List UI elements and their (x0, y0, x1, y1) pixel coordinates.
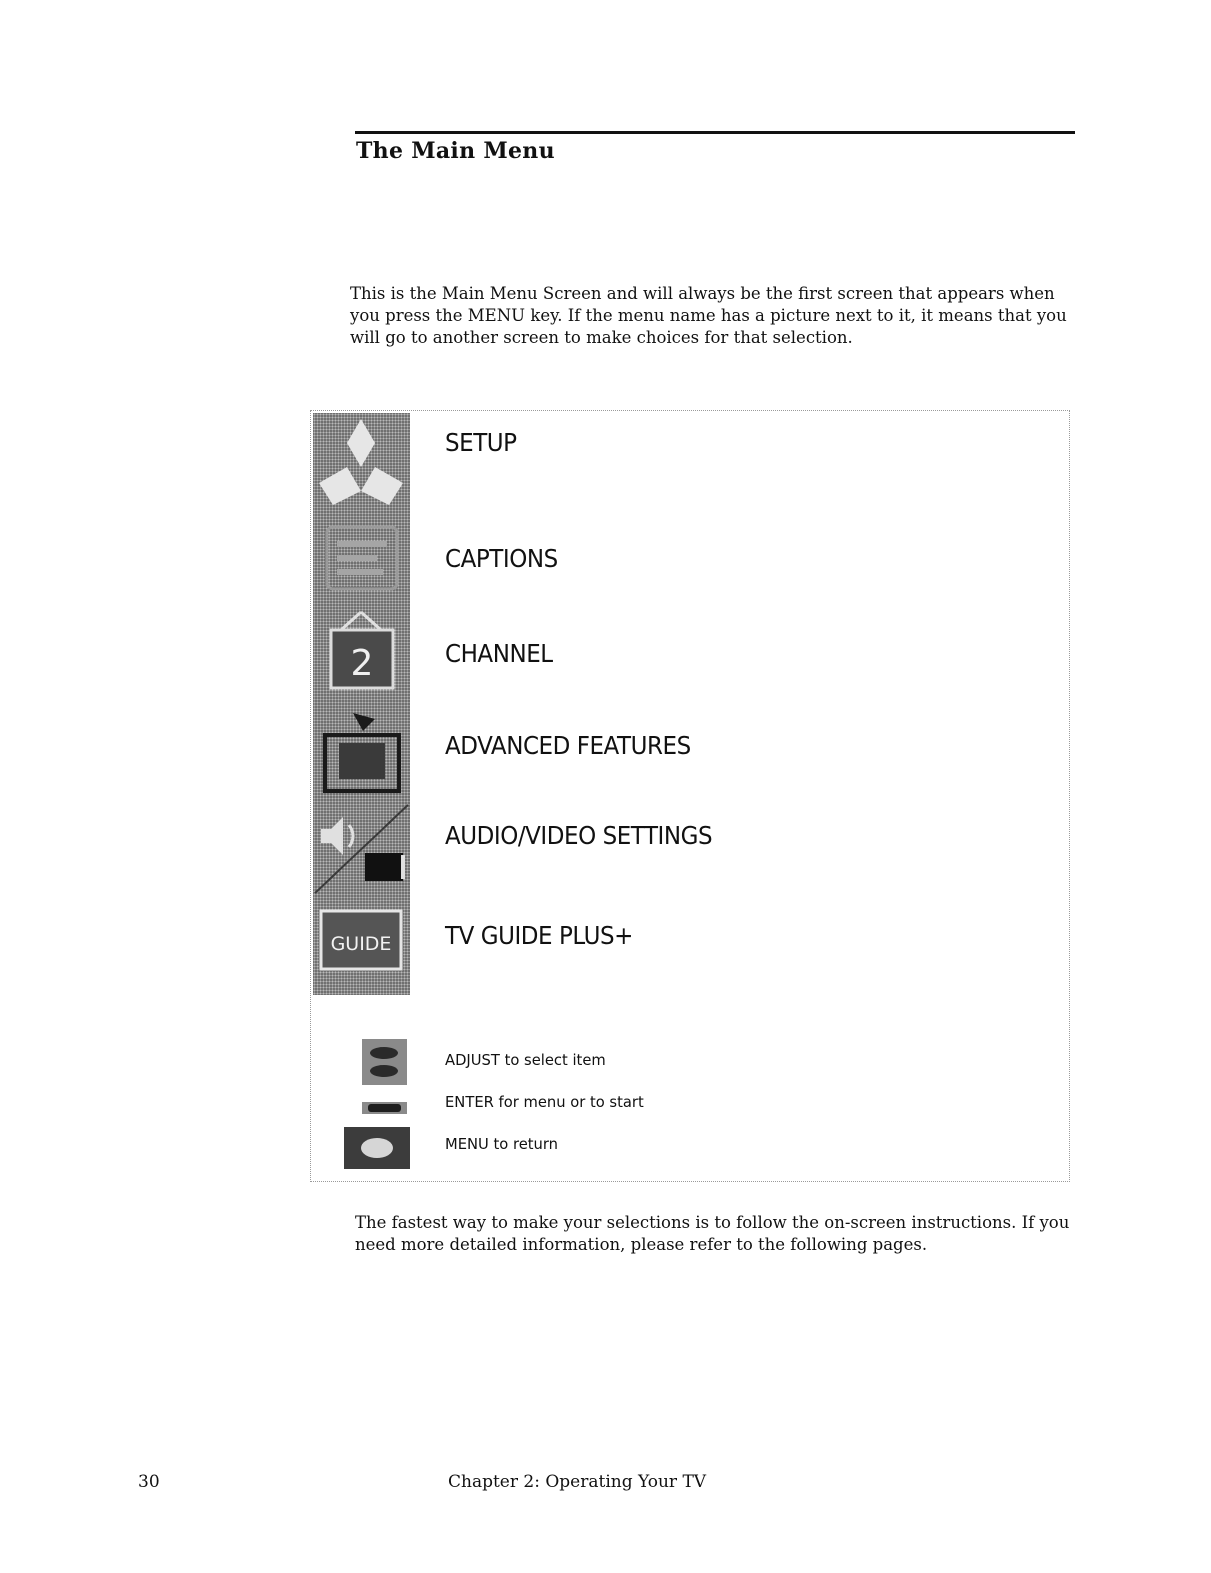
outro-paragraph: The fastest way to make your selections is to follow the on-screen instructions. If you need more detailed information, please refer to the following pages. (355, 1213, 1070, 1254)
menu-item-channel[interactable]: CHANNEL (445, 639, 553, 668)
svg-text:2: 2 (350, 643, 374, 684)
menu-item-advanced-features[interactable]: ADVANCED FEATURES (445, 731, 691, 760)
menu-button-icon (344, 1127, 410, 1173)
section-rule (355, 131, 1075, 134)
svg-text:GUIDE: GUIDE (330, 933, 392, 955)
enter-button-icon (362, 1099, 407, 1118)
chapter-footer: Chapter 2: Operating Your TV (448, 1472, 707, 1492)
instruction-enter: ENTER for menu or to start (445, 1093, 644, 1111)
advanced-features-icon[interactable] (313, 705, 410, 800)
menu-icon-strip (313, 413, 410, 995)
adjust-buttons-icon (362, 1039, 407, 1089)
menu-item-tv-guide-plus[interactable]: TV GUIDE PLUS+ (445, 921, 633, 950)
instruction-menu: MENU to return (445, 1135, 558, 1153)
captions-icon[interactable] (313, 513, 410, 603)
instruction-adjust: ADJUST to select item (445, 1051, 606, 1069)
page-number: 30 (138, 1472, 160, 1492)
menu-item-audio-video-settings[interactable]: AUDIO/VIDEO SETTINGS (445, 821, 713, 850)
guide-icon[interactable] (313, 901, 410, 981)
audio-video-icon[interactable] (313, 803, 410, 895)
menu-item-setup[interactable]: SETUP (445, 428, 517, 457)
channel-tv-icon[interactable] (313, 608, 410, 703)
menu-item-captions[interactable]: CAPTIONS (445, 544, 558, 573)
main-menu-screen (310, 410, 1070, 1182)
mitsubishi-logo-icon[interactable] (313, 413, 410, 508)
intro-paragraph: This is the Main Menu Screen and will always be the first screen that appears when you press the MENU key. If the menu name has a picture next to it, it means that you will go to another screen to make choices for that selection. (350, 284, 1067, 347)
section-title: The Main Menu (356, 138, 555, 164)
